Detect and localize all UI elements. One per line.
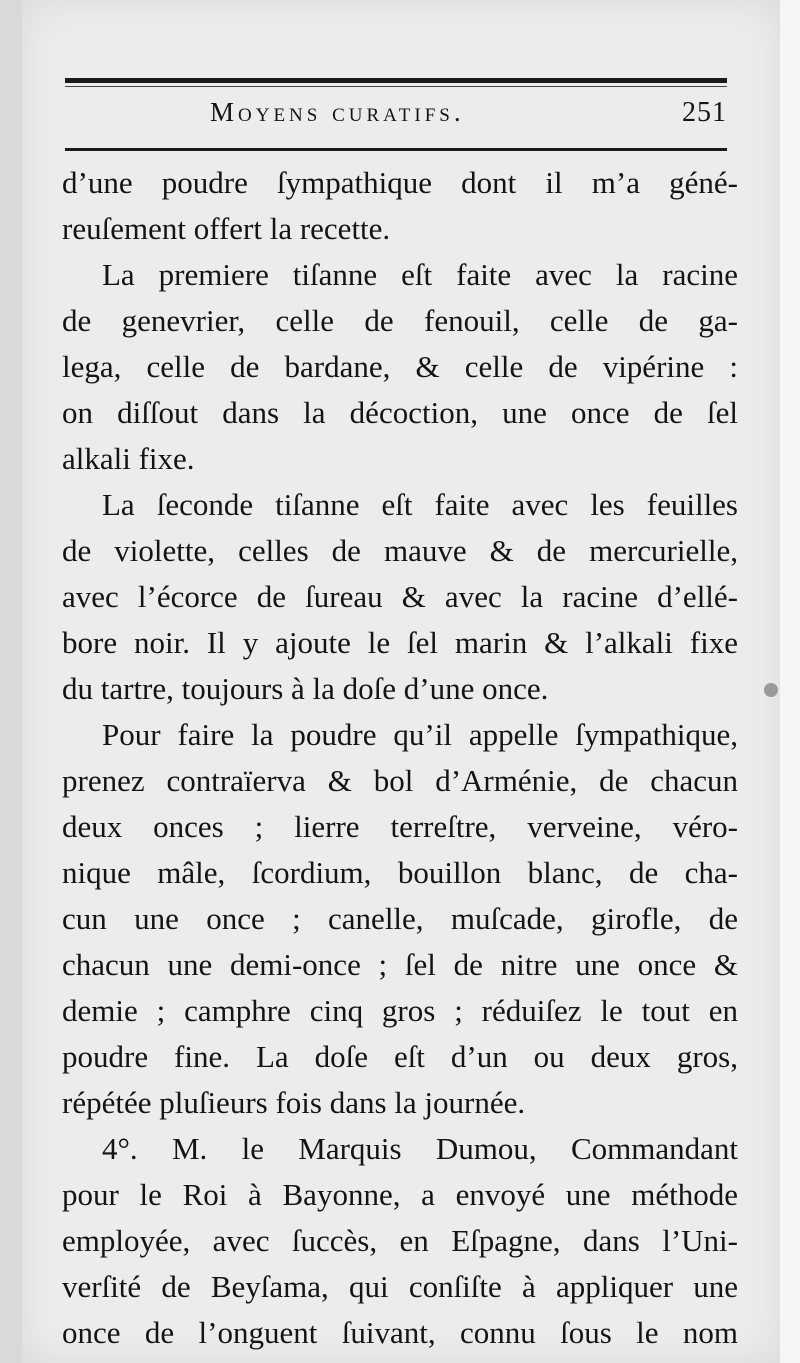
text-line: nique mâle, ſcordium, bouillon blanc, de cha- [62, 855, 738, 890]
text-line: de genevrier, celle de fenouil, celle de ga- [62, 303, 738, 338]
text-line: Pour faire la poudre qu’il appelle ſympathique, [102, 717, 738, 752]
text-line: pour le Roi à Bayonne, a envoyé une méthode [62, 1177, 738, 1212]
text-line: répétée pluſieurs fois dans la journée. [62, 1085, 526, 1120]
text-line: demie ; camphre cinq gros ; réduiſez le tout en [62, 993, 738, 1028]
text-line: alkali fixe. [62, 441, 195, 476]
text-line: prenez contraïerva & bol d’Arménie, de chacun [62, 763, 738, 798]
text-line: avec l’écorce de ſureau & avec la racine d’ellé- [62, 579, 738, 614]
text-line: cun une once ; canelle, muſcade, girofle, de [62, 901, 738, 936]
text-line: La ſeconde tiſanne eſt faite avec les feuilles [102, 487, 738, 522]
text-line: employée, avec ſuccès, en Eſpagne, dans l’Uni- [62, 1223, 738, 1258]
text-line: La premiere tiſanne eſt faite avec la racine [102, 257, 738, 292]
text-line: once de l’onguent ſuivant, connu ſous le nom [62, 1315, 738, 1350]
text-line: chacun une demi-once ; ſel de nitre une once & [62, 947, 738, 982]
text-line: verſité de Beyſama, qui conſiſte à appliquer une [62, 1269, 738, 1304]
header-rule-bottom [65, 148, 727, 151]
text-line: deux onces ; lierre terreſtre, verveine, véro- [62, 809, 738, 844]
running-head [65, 95, 727, 143]
paper-blemish [764, 683, 778, 697]
running-head-title: Moyens curatifs. [210, 97, 465, 127]
text-line: 4°. M. le Marquis Dumou, Commandant [102, 1131, 738, 1166]
text-line: on diſſout dans la décoction, une once de ſel [62, 395, 738, 430]
text-line: bore noir. Il y ajoute le ſel marin & l’alkali fixe [62, 625, 738, 660]
text-line: lega, celle de bardane, & celle de vipérine : [62, 349, 738, 384]
text-line: poudre fine. La doſe eſt d’un ou deux gros, [62, 1039, 738, 1074]
text-line: d’une poudre ſympathique dont il m’a géné- [62, 165, 738, 200]
header-rule-top-thin [65, 86, 727, 87]
text-line: de violette, celles de mauve & de mercurielle, [62, 533, 738, 568]
text-line: reuſement offert la recette. [62, 211, 391, 246]
header-rule-top [65, 78, 727, 83]
body-text [62, 160, 738, 1356]
page-number: 251 [682, 97, 727, 128]
page-edge [780, 0, 800, 1363]
text-line: du tartre, toujours à la doſe d’une once. [62, 671, 549, 706]
